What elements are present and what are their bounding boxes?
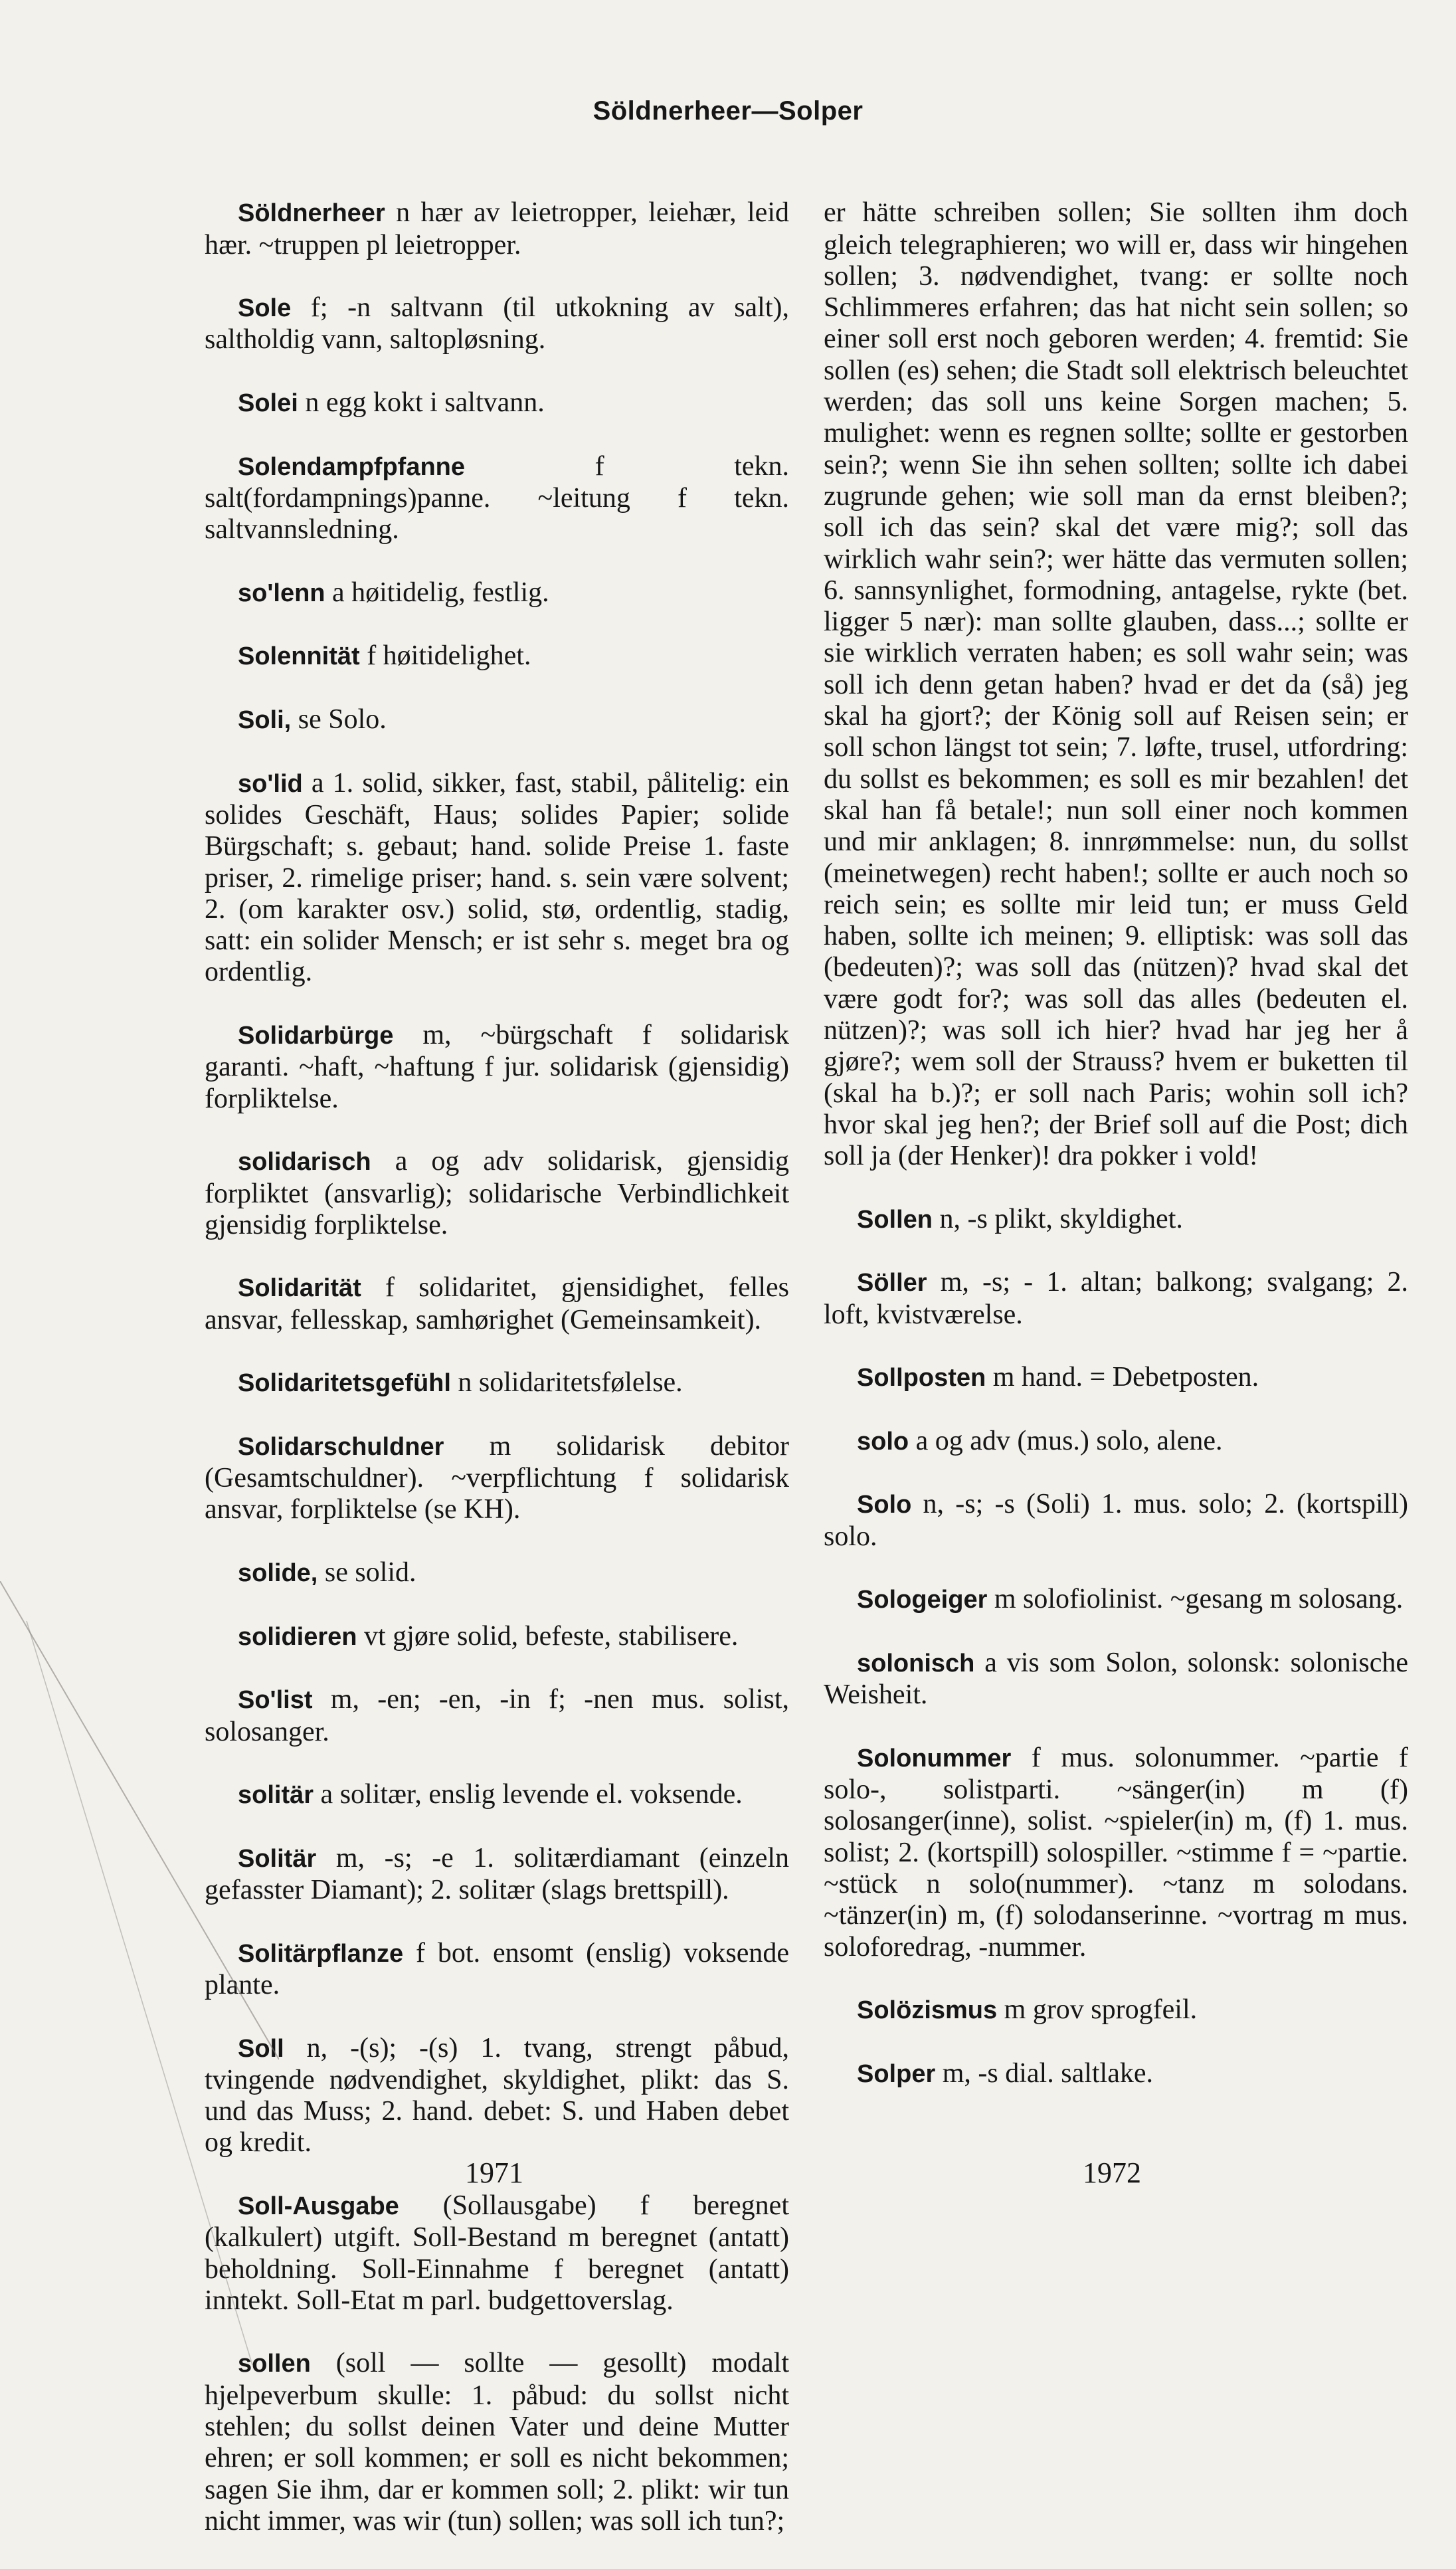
dictionary-entry	[205, 451, 789, 546]
dictionary-entry	[205, 197, 789, 261]
definition: vt gjøre solid, befeste, stabilisere.	[357, 1620, 739, 1652]
headword: solidieren	[238, 1622, 357, 1651]
headword: Sole	[238, 294, 292, 323]
headword: Solidarität	[238, 1274, 361, 1303]
definition: m grov sprogfeil.	[997, 1994, 1198, 2026]
definition: n, -(s); -(s) 1. tvang, strengt påbud, tvingende nødvendighet, skyldighet, plikt: das S. und das Muss; 2. hand. debet: S. und Haben debet og kredit.	[205, 2032, 789, 2158]
headword: Solo	[857, 1491, 912, 1519]
headword: Solei	[238, 389, 298, 418]
headword: Soli,	[238, 706, 292, 735]
headword: Solidarbürge	[238, 1022, 394, 1050]
dictionary-entry	[824, 1489, 1408, 1553]
headword: Söller	[857, 1269, 927, 1297]
headword: Solidaritetsgefühl	[238, 1369, 451, 1398]
dictionary-entry	[205, 292, 789, 356]
dictionary-entry	[824, 1362, 1408, 1394]
definition: m solofiolinist. ~gesang m solosang.	[987, 1584, 1404, 1615]
headword: solonisch	[857, 1649, 975, 1677]
dictionary-entry	[824, 1584, 1408, 1616]
definition: f solidaritet, gjensidighet, felles ansvar, fellesskap, samhørighet (Gemeinsamkeit).	[205, 1272, 789, 1335]
headword: so'lid	[238, 769, 303, 798]
headword: sollen	[238, 2350, 311, 2378]
dictionary-entry	[205, 2033, 789, 2159]
left-column	[205, 166, 789, 2569]
headword: Solözismus	[857, 1996, 998, 2025]
dictionary-entry	[205, 1843, 789, 1907]
definition: m, -s dial. saltlake.	[935, 2057, 1154, 2089]
definition: n egg kokt i saltvann.	[298, 387, 545, 419]
definition: f bot. ensomt (enslig) voksende plante.	[205, 1937, 789, 2000]
definition: er hätte schreiben sollen; Sie sollten ihm doch gleich telegraphieren; wo will er, dass wir hingehen sollen; 3. nødvendighet, tvang: er sollte noch Schlimmeres erfahren; das hat nicht sein sollen; so einer soll erst noch geboren werden; 4. fremtid: Sie sollen (es) sehen; die Stadt soll elektrisch beleuchtet werden; das soll uns keine Sorgen machen; 5. mulighet: wenn es regnen sollte; sollte er gestorben sein?; wenn Sie ihn sehen sollten; sollte ich dabei zugrunde gehen; wie soll man da ernst bleiben?; soll ich das sein? skal det være mig?; soll das wirklich wahr sein?; wer hätte das vermuten sollen; 6. sannsynlighet, formodning, antagelse, rykte (bet. ligger 5 nær): man sollte glauben, dass...; sollte er sie wirklich verraten haben; es soll wahr sein; was soll ich denn getan haben? hvad er det da (så) jeg skal ha gjort?; der König soll auf Reisen sein; er soll schon längst tot sein; 7. løfte, trusel, utfordring: du sollst es bekommen; es soll es mir bezahlen! det skal han få betale!; nun soll einer noch kommen und mir anklagen; 8. innrømmelse: nun, du sollst (meinetwegen) recht haben!; sollte er auch noch so reich sein; es sollte mir leid tun; er muss Geld haben, sollte ich meinen; 9. elliptisk: was soll das (bedeuten)?; was soll das (nützen)? hvad skal det være godt for?; was soll das alles (bedeuten el. nützen)?; was soll ich hier? hvad har jeg her å gjøre?; wem soll der Strauss? hvem er buketten til (skal ha b.)?; er soll nach Paris; wohin soll ich? hvor skal jeg hen?; der Brief soll auf die Post; dich soll ja (der Henker)! dra pokker i vold!	[824, 197, 1408, 1172]
definition: se Solo.	[291, 704, 387, 735]
headword: Soll-Ausgabe	[238, 2192, 399, 2220]
definition: (soll — sollte — gesollt) modalt hjelpeverbum skulle: 1. påbud: du sollst nicht stehlen; du sollst deinen Vater und deine Mutter ehren; er soll kommen; er soll es nicht bekommen; sagen Sie ihm, dar er kommen soll; 2. plikt: wir tun nicht immer, was wir (tun) sollen; was soll ich tun?;	[205, 2348, 789, 2536]
headword: Sologeiger	[857, 1586, 988, 1614]
dictionary-entry	[205, 1146, 789, 1241]
definition: a høitidelig, festlig.	[325, 577, 549, 608]
headword: Solidarschuldner	[238, 1432, 444, 1461]
dictionary-entry	[205, 1938, 789, 2002]
dictionary-entry	[205, 1684, 789, 1748]
definition: a vis som Solon, solonsk: solonische Weisheit.	[824, 1647, 1408, 1711]
dictionary-entry	[205, 2348, 789, 2537]
headword: Solitärpflanze	[238, 1939, 404, 1968]
dictionary-entry	[205, 1621, 789, 1653]
dictionary-entry	[205, 640, 789, 672]
dictionary-entry	[824, 1994, 1408, 2026]
dictionary-entry	[205, 1272, 789, 1336]
headword: Solitär	[238, 1844, 317, 1873]
definition: n hær av leietropper, leiehær, leid hær. ~truppen pl leietropper.	[205, 197, 789, 260]
headword: Sollen	[857, 1205, 933, 1234]
definition: f mus. solonummer. ~partie f solo-, solistparti. ~sänger(in) m (f) solosanger(inne), solist. ~spieler(in) m, (f) 1. mus. solist; 2. (kortspill) solospiller. ~stimme f = ~partie. ~stück n solo(nummer). ~tanz m solodans. ~tänzer(in) m, (f) solodanserinne. ~vortrag m mus. soloforedrag, -nummer.	[824, 1742, 1408, 1962]
definition: n solidaritetsfølelse.	[450, 1367, 683, 1398]
dictionary-entry	[205, 577, 789, 609]
dictionary-entry	[205, 2190, 789, 2317]
dictionary-entry	[205, 768, 789, 989]
page-header: Söldnerheer—Solper	[592, 96, 864, 126]
definition: a 1. solid, sikker, fast, stabil, pålitelig: ein solides Geschäft, Haus; solides Papier; solide Bürgschaft; s. gebaut; hand. solide Preise 1. faste priser, 2. rimelige priser; hand. s. sein være solvent; 2. (om karakter osv.) solid, stø, ordentlig, stadig, satt: ein solider Mensch; er ist sehr s. meget bra og ordentlig.	[205, 767, 789, 988]
headword: solide,	[238, 1559, 318, 1588]
dictionary-entry	[205, 1020, 789, 1115]
dictionary-entry	[205, 1367, 789, 1399]
dictionary-entry	[824, 1267, 1408, 1331]
headword: solo	[857, 1427, 909, 1456]
headword: solitär	[238, 1781, 314, 1810]
right-column	[824, 166, 1408, 2121]
definition: se solid.	[318, 1557, 416, 1588]
headword: So'list	[238, 1686, 313, 1715]
dictionary-entry	[824, 1648, 1408, 1711]
definition: n, -s; -s (Soli) 1. mus. solo; 2. (kortspill) solo.	[824, 1489, 1408, 1552]
definition: f høitidelighet.	[359, 640, 531, 672]
definition: a og adv solidarisk, gjensidig forpliktet (ansvarlig); solidarische Verbindlichkeit gjensidig forpliktelse.	[205, 1146, 789, 1240]
page-number-right: 1972	[1083, 2156, 1141, 2189]
dictionary-entry	[205, 1779, 789, 1811]
headword: solidarisch	[238, 1148, 371, 1177]
definition: m solidarisk debitor (Gesamtschuldner). ~verpflichtung f solidarisk ansvar, forpliktelse (se KH).	[205, 1430, 789, 1525]
headword: Sollposten	[857, 1364, 986, 1392]
dictionary-entry	[824, 1426, 1408, 1458]
definition: (Sollausgabe) f beregnet (kalkulert) utgift. Soll-Bestand m beregnet (antatt) beholdning. Soll-Einnahme f beregnet (antatt) inntekt. Soll-Etat m parl. budgettoverslag.	[205, 2190, 789, 2316]
definition: m, ~bürgschaft f solidarisk garanti. ~haft, ~haftung f jur. solidarisk (gjensidig) forpliktelse.	[205, 1020, 789, 1114]
headword: Solonummer	[857, 1744, 1012, 1772]
dictionary-entry	[824, 197, 1408, 1172]
dictionary-entry	[824, 1743, 1408, 1963]
headword: so'lenn	[238, 579, 325, 607]
definition: m, -s; -e 1. solitærdiamant (einzeln gefasster Diamant); 2. solitær (slags brettspill).	[205, 1842, 789, 1906]
headword: Solper	[857, 2059, 936, 2088]
dictionary-entry	[205, 704, 789, 736]
headword: Solennität	[238, 642, 360, 671]
dictionary-entry	[205, 1557, 789, 1589]
definition: m, -en; -en, -in f; -nen mus. solist, solosanger.	[205, 1684, 789, 1747]
definition: f; -n saltvann (til utkokning av salt), saltholdig vann, saltopløsning.	[205, 292, 789, 355]
dictionary-entry	[205, 1431, 789, 1526]
definition: a solitær, enslig levende el. voksende.	[314, 1779, 743, 1810]
headword: Solendampfpfanne	[238, 452, 466, 481]
definition: n, -s plikt, skyldighet.	[933, 1203, 1183, 1234]
definition: f tekn. salt(fordampnings)panne. ~leitung f tekn. saltvannsledning.	[205, 450, 789, 545]
dictionary-entry	[205, 387, 789, 419]
headword: Soll	[238, 2034, 284, 2063]
definition: a og adv (mus.) solo, alene.	[909, 1425, 1223, 1456]
page-number-left: 1971	[465, 2156, 523, 2189]
definition: m hand. = Debetposten.	[986, 1362, 1259, 1393]
dictionary-entry	[824, 2058, 1408, 2090]
definition: m, -s; - 1. altan; balkong; svalgang; 2. loft, kvistværelse.	[824, 1267, 1408, 1330]
dictionary-entry	[824, 1204, 1408, 1236]
headword: Söldnerheer	[238, 199, 385, 228]
